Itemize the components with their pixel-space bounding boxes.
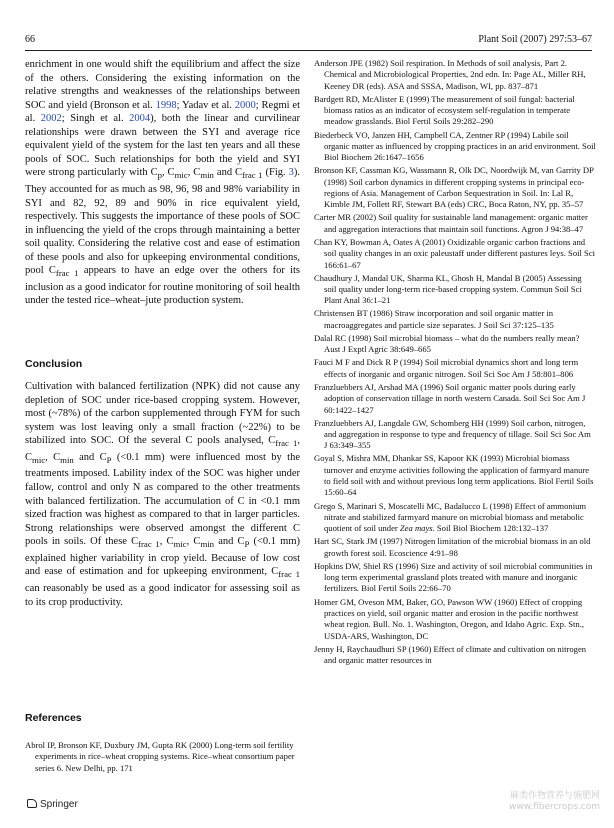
section-heading-conclusion: Conclusion [25,358,83,370]
reference-entry: Goyal S, Mishra MM, Dhankar SS, Kapoor KK (1993) Microbial biomass turnover and enzyme activities following the application of farmyard manure to field soil with and without previous long term applications. Biol Fertil Soils 15:60–64 [314,453,594,498]
springer-logo-icon [27,799,37,808]
reference-entry: Hart SC, Stark JM (1997) Nitrogen limitation of the microbial biomass in an old growth forest soil. Ecoscience 4:91–98 [314,536,591,558]
conclusion-paragraph: Cultivation with balanced fertilization (NPK) did not cause any depletion of SOC under rice-based cropping system. However, most (~78%) of the carbon supplemented through FYM for such system was lost leaving only a small fraction (~22%) to be stabilized into SOC. Of the several C pools analysed, $C_{frac 1}$, $C_{mic}$, $C_{min}$ and $C_P$ (<0.1 mm) were influenced most by the treatments imposed. Lability index of the SOC was higher under fallow, control and only N as compared to the other treatments with balanced fertilization. The accumulation of C in <0.1 mm sized fraction was highest as compared to that in larger particles. Strong relationships were observed amongst the different C pools in soils. Of these $C_{frac 1}$, $C_{mic}$, $C_{min}$ and $C_P$ (<0.1 mm) explained higher variability in crop yield. Because of low cost and ease of estimation and for upkeeping environment, $C_{frac 1}$ can reasonably be used as a good indicator for assessing soil as to its crop productivity. [25,381,300,608]
reference-entry: Jenny H, Raychaudhuri SP (1960) Effect of climate and cultivation on nitrogen and organic matter resources in [314,643,587,665]
reference-entry: Franzluebbers AJ, Arshad MA (1996) Soil organic matter pools during early adoption of conservation tillage in north western Canada. Soil Sci Soc Am J 60:1422–1427 [314,381,586,415]
citation-link[interactable]: 2004 [129,113,151,125]
reference-entry: Dalal RC (1998) Soil microbial biomass – what do the numbers really mean? Aust J Exptl Agric 38:649–665 [314,332,580,355]
reference-entry: Hopkins DW, Shiel RS (1996) Size and activity of soil microbial communities in long term experimental grassland plots treated with manure and inorganic fertilizers. Biol Fertil Soils 22:66–70 [314,560,593,594]
body-paragraph: enrichment in one would shift the equilibrium and affect the size of the others. Considering the existing information on the relative strengths and weaknesses of the relationships between SOC and yield (Bronson et al. 1998; Yadav et al. 2000; Regmi et al. 2002; Singh et al. 2004), both the linear and curvilinear relationships were drawn between the SYI and average rice equivalent yield of the system for the last ten years and all these pools of SOC. Such relationships for both the yield and SYI were strong particularly with $C_p$, $C_{mic}$, $C_{min}$ and $C_{frac 1}$ (Fig. 3). They accounted for as much as 98, 96, 98 and 98% variability in SYI and 82, 92, 89 and 90% in rice equivalent yield, respectively. This suggests the importance of these pools of SOC in influencing the yield of the crops through maintaining a better soil quality. Considering the relative cost and ease of estimation of these pools and also for upkeeping environmental conditions, pool $C_{frac 1}$ appears to have an edge over the others for its inclusion as a good indicator for routine monitoring of soil health under the tested rice–wheat–jute production system. [25,59,301,307]
citation-link[interactable]: 1998 [155,99,177,111]
running-header [25,34,592,50]
reference-entry: Anderson JPE (1982) Soil respiration. In Methods of soil analysis, Part 2. Chemical and Microbiological Properties, 2nd edn. In: Page AL, Miller RH, Keeney DR (eds). ASA and SSSA, Madison, WI, pp. 837–871 [314,58,586,91]
reference-list [314,58,596,666]
site-watermark: 麻类作物营养与施肥网 www.fibercrops.com [509,791,600,812]
reference-entry: Bronson KF, Cassman KG, Wassmann R, Olk DC, Noordwijk M, van Garrity DP (1998) Soil carbon dynamics in different cropping systems in principal eco-regions of Asia. Management of Carbon Sequestration in Soil. In: Lal R, Kimble JM, Follett RF, Stewart BA (eds) CRC, Boca Raton, NY, pp. 35–57 [314,165,594,210]
reference-entry: Franzluebbers AJ, Langdale GW, Schomberg HH (1999) Soil carbon, nitrogen, and aggregation in response to type and frequency of tillage. Soil Sci Soc Am J 63:349–355 [314,417,591,451]
reference-entry: Carter MR (2002) Soil quality for sustainable land management: organic matter and aggregation interactions that maintain soil functions. Agron J 94:38–47 [314,212,588,234]
reference-entry: Homer GM, Oveson MM, Baker, GO, Pawson WW (1960) Effect of cropping practices on yield, soil organic matter and erosion in the pacific northwest wheat region. Bull. No. 1. Washington, Oregon, and Idaho Agric. Exp. Stn., USDA-ARS, Washington, DC [314,596,585,641]
reference-entry: Christensen BT (1986) Straw incorporation and soil organic matter in macroaggregates and particle size separates. J Soil Sci 37:125–135 [314,308,554,330]
reference-entry: Chan KY, Bowman A, Oates A (2001) Oxidizable organic carbon fractions and soil quality changes in an oxic paleustaff under different pastures leys. Soil Sci 166:61–67 [314,236,596,270]
section-heading-references: References [25,712,82,724]
publisher-footer: Springer [27,799,78,810]
left-column [25,58,300,308]
journal-citation: Plant Soil (2007) 297:53–67 [478,34,592,45]
reference-entry: Biederbeck VO, Janzen HH, Campbell CA, Zentner RP (1994) Labile soil organic matter as influenced by cropping practices in an arid environment. Soil Biol Biochem 26:1647–1656 [314,129,596,163]
page-number: 66 [25,34,35,45]
header-rule [25,50,592,51]
right-column [314,58,596,666]
reference-entry: Bardgett RD, McAlister E (1999) The measurement of soil fungal: bacterial biomass ratios as an indicator of ecosystem self-regulation in temperate meadow grasslands. Biol Fertil Soils 29:282–290 [314,93,575,127]
reference-entry: Fauci M F and Dick R P (1994) Soil microbial dynamics short and long term effects of inorganic and organic nitrogen. Soil Sci Soc Am J 58:801–806 [314,357,579,379]
reference-entry: Abrol IP, Bronson KF, Duxbury JM, Gupta RK (2000) Long-term soil fertility experiments in rice–wheat cropping systems. Rice–wheat consortium paper series 6. New Delhi, pp. 171 [25,740,295,773]
citation-link[interactable]: 2002 [40,113,62,125]
figure-link[interactable]: 3 [288,167,294,179]
reference-entry: Grego S, Marinari S, Moscatelli MC, Badalucco L (1998) Effect of ammonium nitrate and stabilized farmyard manure on microbial biomass and metabolic quotient of soil under Zea mays. Soil Biol Biochem 128:132–137 [314,500,587,534]
citation-link[interactable]: 2000 [234,99,256,111]
reference-entry: Chaudhury J, Mandal UK, Sharma KL, Ghosh H, Mandal B (2005) Assessing soil quality under long-term rice-based cropping system. Commun Soil Sci Plant Anal 36:1–21 [314,272,582,306]
